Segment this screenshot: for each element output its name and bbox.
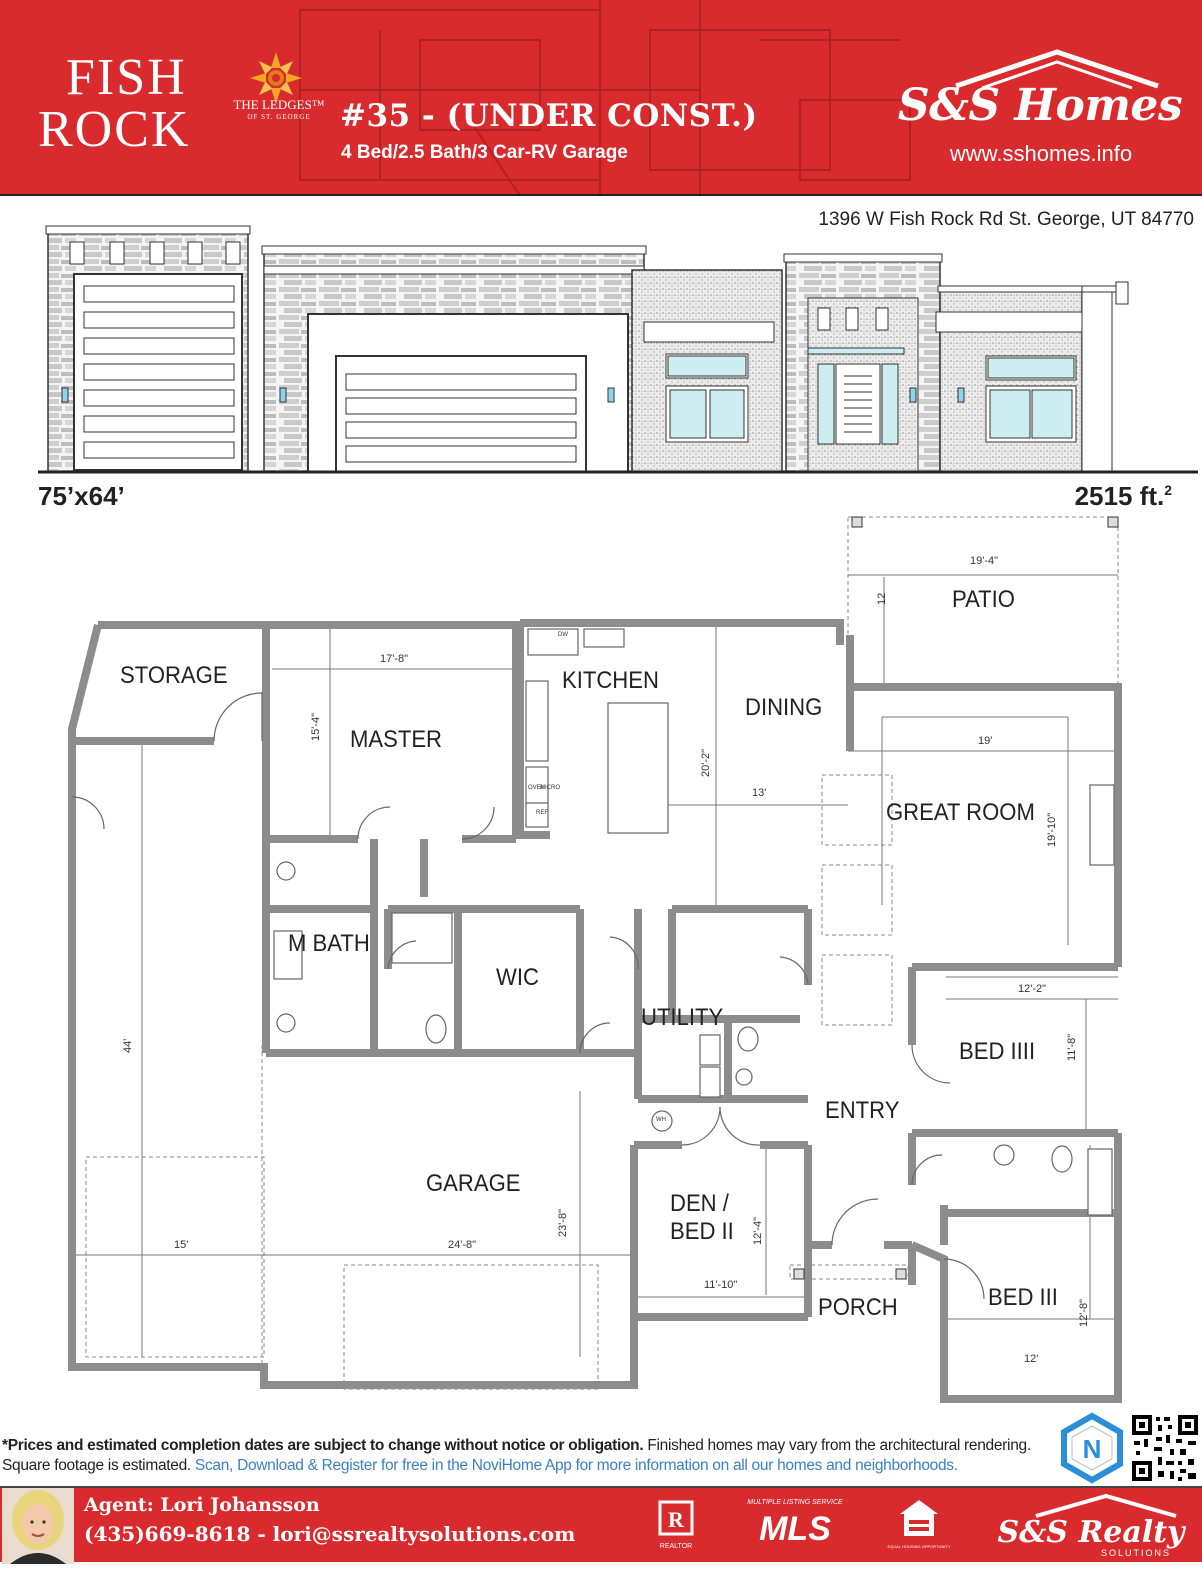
floor-plan-walls [0, 505, 1202, 1405]
room-master: MASTER [350, 726, 443, 753]
room-great-room: GREAT ROOM [886, 799, 1035, 826]
appliance-ref: REF [536, 810, 548, 816]
square-footage-value: 2515 ft. [1074, 481, 1165, 511]
room-m-bath: M BATH [288, 930, 370, 957]
lot-subtitle: 4 Bed/2.5 Bath/3 Car-RV Garage [341, 142, 628, 163]
realtor-label: REALTOR [659, 1543, 693, 1550]
dim-patio-width: 19'-4" [970, 555, 999, 567]
community-name-line2: ROCK [38, 101, 191, 158]
agent-photo [2, 1488, 74, 1564]
lot-title: #35 - (UNDER CONST.) [340, 98, 758, 134]
dim-bed4-width: 12'-2" [1018, 983, 1047, 995]
dim-great-depth: 19'-10" [1046, 812, 1058, 847]
realty-brand: S&S Realty [997, 1515, 1185, 1550]
footer-banner [0, 1486, 1202, 1562]
dim-garage-width-1: 15' [174, 1239, 189, 1251]
room-bed-iii: BED III [988, 1284, 1058, 1311]
ss-realty-logo [996, 1492, 1186, 1562]
agent-name: Agent: Lori Johansson [84, 1494, 320, 1516]
eho-label: EQUAL HOUSING OPPORTUNITY [887, 1544, 951, 1549]
dim-garage-depth-2: 23'-8" [557, 1208, 569, 1237]
dim-master-width: 17'-8" [380, 653, 409, 665]
room-patio: PATIO [952, 586, 1015, 613]
novihome-link[interactable]: Scan, Download & Register for free in the NoviHome App for more information on all our homes and neighborhoods. [190, 1457, 958, 1474]
room-garage: GARAGE [426, 1170, 521, 1197]
disclaimer-bold: *Prices and estimated completion dates are subject to change without notice or obligation. [2, 1437, 644, 1454]
room-porch: PORCH [818, 1294, 898, 1321]
qr-code-icon[interactable] [1130, 1413, 1200, 1483]
header-banner [0, 0, 1202, 196]
mls-top-label: MULTIPLE LISTING SERVICE [747, 1499, 843, 1506]
dim-garage-depth-1: 44' [122, 1038, 134, 1053]
dim-bed4-depth: 11'-8" [1066, 1033, 1078, 1061]
room-entry: ENTRY [825, 1097, 900, 1124]
dim-den-depth: 12'-4" [752, 1216, 764, 1245]
community-name-line1: FISH [66, 49, 187, 106]
ledges-wordmark [224, 98, 334, 124]
room-bed-iiii: BED IIII [959, 1038, 1036, 1065]
appliance-dw: DW [558, 632, 568, 638]
room-utility: UTILITY [641, 1004, 724, 1031]
mls-label: MLS [759, 1510, 831, 1548]
agent-contact[interactable]: (435)669-8618 - lori@ssrealtysolutions.com [84, 1522, 576, 1546]
appliance-micro: MICRO [540, 785, 560, 791]
dim-patio-depth: 12 [876, 592, 888, 605]
svg-text:R: R [668, 1507, 684, 1532]
lot-size: 75’x64’ [38, 481, 125, 511]
square-footage-superscript: 2 [1164, 482, 1172, 498]
mls-icon [740, 1492, 850, 1558]
disclaimer [2, 1436, 1052, 1476]
dim-great-width: 19' [978, 735, 993, 747]
disclaimer-normal: Finished homes may vary from the architectural rendering. Square footage is estimated. [2, 1437, 1031, 1474]
realtor-icon [656, 1496, 696, 1556]
equal-housing-icon [887, 1496, 951, 1556]
ledges-sub: OF ST. GEORGE [247, 113, 311, 121]
dim-garage-width-2: 24'-8" [448, 1239, 477, 1251]
front-elevation-drawing [38, 216, 1198, 478]
dim-bed3-width: 12' [1024, 1353, 1039, 1365]
room-storage: STORAGE [120, 662, 228, 689]
novihome-icon[interactable] [1060, 1412, 1124, 1482]
room-kitchen: KITCHEN [562, 667, 659, 694]
appliance-water-heater: WH [656, 1117, 666, 1123]
property-address: 1396 W Fish Rock Rd St. George, UT 84770 [818, 209, 1194, 230]
ss-homes-logo: S&S Homes [897, 80, 1183, 131]
room-dining: DINING [745, 694, 823, 721]
room-den-line2: BED II [670, 1218, 734, 1245]
dim-master-depth: 15'-4" [310, 712, 322, 741]
agent-portrait-icon [2, 1488, 74, 1564]
community-name [38, 49, 191, 158]
ledges-name: THE LEDGES™ [233, 97, 325, 112]
room-wic: WIC [496, 964, 539, 991]
svg-text:N: N [1082, 1434, 1102, 1464]
dim-kitchen-width: 13' [752, 787, 767, 799]
appliance-oven: OVEN [528, 785, 546, 791]
dim-bed3-depth: 12'-8" [1078, 1298, 1090, 1327]
room-den-line1: DEN / [670, 1190, 729, 1217]
dim-den-width: 11'-10" [704, 1279, 738, 1291]
floor-plan [0, 505, 1202, 1405]
website-link[interactable]: www.sshomes.info [949, 141, 1133, 166]
dim-kitchen-depth: 20'-2" [700, 748, 712, 777]
realty-sub: SOLUTIONS [1100, 1548, 1172, 1558]
